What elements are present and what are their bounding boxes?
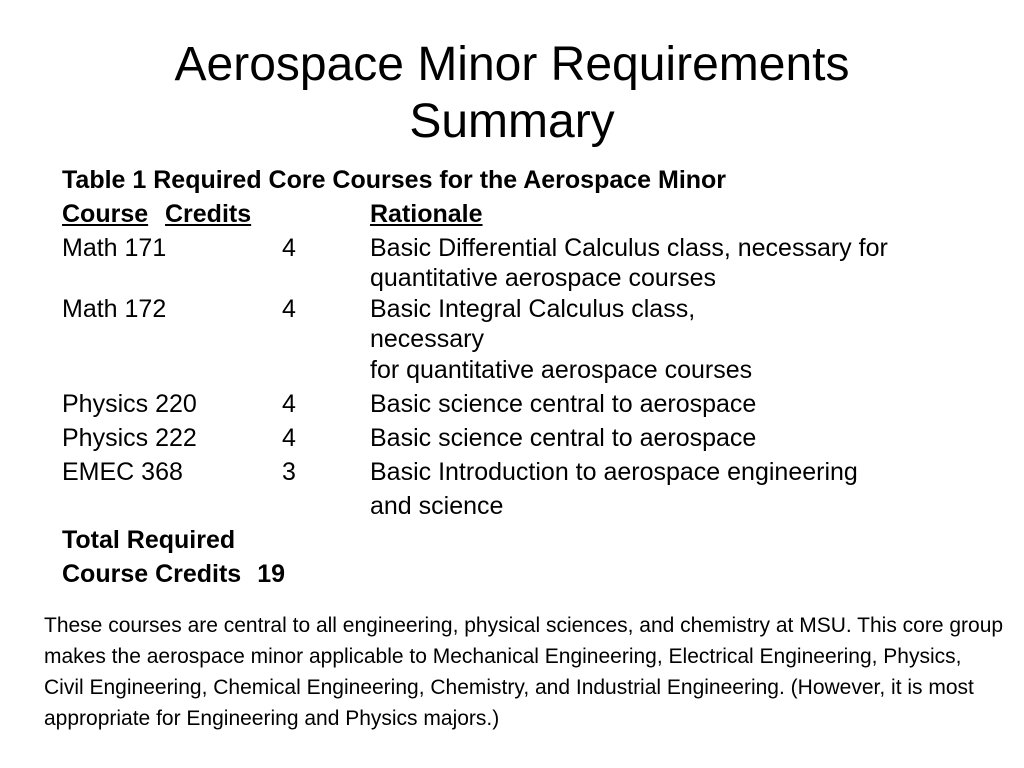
table-row [62, 455, 1002, 489]
header-rationale: Rationale [370, 200, 483, 228]
table-row [62, 387, 1002, 421]
rationale-cell [370, 421, 990, 455]
table-row [62, 231, 1002, 292]
course-table [62, 163, 1002, 591]
total-label-line-1: Total Required [62, 526, 236, 554]
header-credits: Credits [165, 200, 252, 228]
slide-title [0, 36, 1024, 150]
table-row [62, 353, 1002, 387]
footnote-paragraph: These courses are central to all engineering, physical sciences, and chemistry at MSU. This core group makes the aerospace minor applicable to Mechanical Engineering, Electrical Engineering, Physics, Civil Engineering, Chemical Engineering, Chemistry, and Industrial Engineering. (However, it is most appropriate for Engineering and Physics majors.) [44, 614, 1004, 730]
credits-cell: 4 [282, 295, 296, 323]
total-label-line-2 [62, 557, 1002, 591]
slide-title-line-1: Aerospace Minor Requirements [174, 38, 850, 91]
total-credits-row [62, 523, 1002, 591]
course-cell: Math 172 [62, 295, 167, 323]
credits-cell: 4 [282, 390, 296, 418]
rationale-line: quantitative aerospace courses [370, 264, 717, 292]
table-caption: Table 1 Required Core Courses for the Aerospace Minor [62, 166, 727, 194]
rationale-line: for quantitative aerospace courses [370, 356, 753, 384]
total-credits-value: 19 [257, 560, 286, 588]
rationale-line: Basic Differential Calculus class, necessary for [370, 234, 888, 262]
table-row [62, 489, 1002, 523]
course-cell: Physics 220 [62, 390, 197, 418]
credits-cell: 4 [282, 424, 296, 452]
rationale-cell [370, 292, 990, 353]
course-cell: Physics 222 [62, 424, 197, 452]
rationale-line: Basic Integral Calculus class, [370, 295, 696, 323]
slide-title-line-2: Summary [409, 95, 615, 148]
rationale-line: Basic Introduction to aerospace engineering [370, 458, 858, 486]
rationale-cell [370, 455, 990, 489]
rationale-line: Basic science central to aerospace [370, 390, 757, 418]
header-course: Course [62, 200, 149, 228]
rationale-line: Basic science central to aerospace [370, 424, 757, 452]
rationale-cell [370, 231, 990, 292]
course-cell: Math 171 [62, 234, 167, 262]
rationale-cell [370, 387, 990, 421]
credits-cell: 4 [282, 234, 296, 262]
table-row [62, 292, 1002, 353]
rationale-line: necessary [370, 325, 484, 353]
course-cell: EMEC 368 [62, 458, 183, 486]
table-row [62, 421, 1002, 455]
rationale-line: and science [370, 492, 504, 520]
total-label: Course Credits [62, 560, 242, 588]
rationale-cell [370, 353, 990, 387]
rationale-cell [370, 489, 990, 523]
credits-cell: 3 [282, 458, 296, 486]
table-header-row [62, 197, 1002, 231]
